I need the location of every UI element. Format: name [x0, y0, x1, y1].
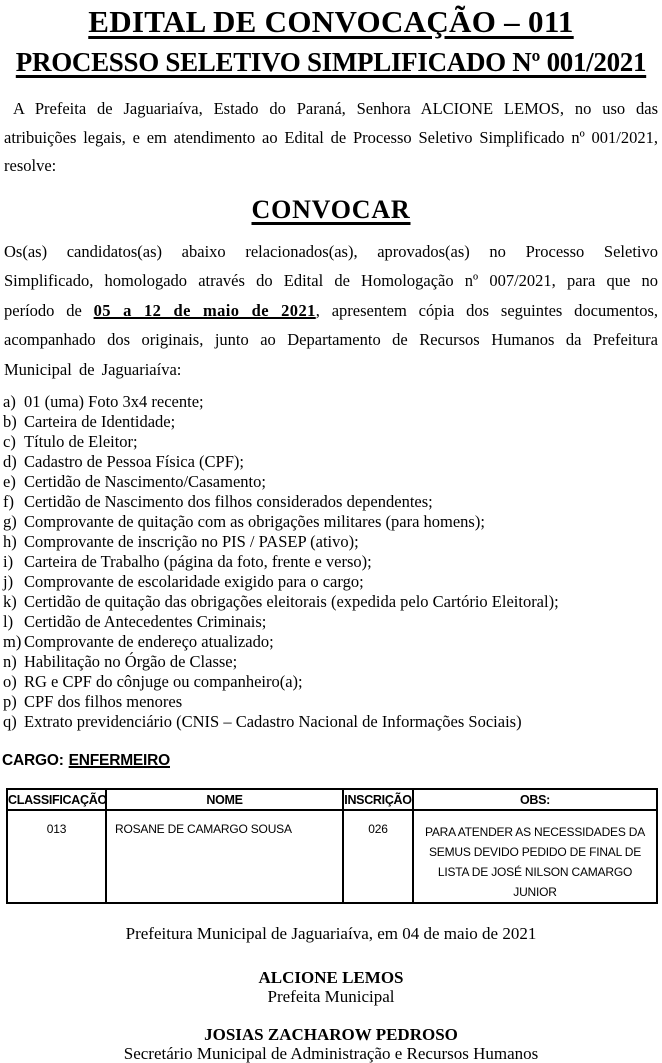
list-item-marker: l): [3, 612, 14, 631]
list-item-marker: a): [3, 392, 16, 411]
list-item-marker: g): [3, 512, 17, 531]
list-item-text: 01 (uma) Foto 3x4 recente;: [24, 392, 204, 411]
list-item: [3, 432, 662, 452]
list-item-marker: b): [3, 412, 17, 431]
cell-classificacao: 013: [7, 810, 106, 903]
signatory-role: Prefeita Municipal: [267, 987, 395, 1006]
list-item: [3, 492, 662, 512]
document-list: [3, 392, 662, 732]
candidates-table: [6, 788, 658, 904]
list-item-marker: q): [3, 712, 17, 731]
signatory-name: JOSIAS ZACHAROW PEDROSO: [204, 1025, 458, 1044]
list-item: [3, 712, 662, 732]
table-header-row: [7, 789, 657, 810]
list-item: [3, 572, 662, 592]
list-item-marker: p): [3, 692, 17, 711]
cell-nome: ROSANE DE CAMARGO SOUSA: [106, 810, 343, 903]
list-item-text: Comprovante de escolaridade exigido para o cargo;: [24, 572, 364, 591]
intro-paragraph: A Prefeita de Jaguariaíva, Estado do Paraná, Senhora ALCIONE LEMOS, no uso das atribuições legais, e em atendimento ao Edital de Processo Seletivo Simplificado nº 001/2021, resolve:: [4, 99, 658, 175]
list-item-text: RG e CPF do cônjuge ou companheiro(a);: [24, 672, 303, 691]
column-header: OBS:: [413, 789, 657, 810]
list-item-text: Título de Eleitor;: [24, 432, 138, 451]
list-item: [3, 632, 662, 652]
list-item-text: Comprovante de quitação com as obrigações militares (para homens);: [24, 512, 485, 531]
list-item: [3, 532, 662, 552]
list-item-marker: k): [3, 592, 17, 611]
list-item-marker: c): [3, 432, 16, 451]
list-item: [3, 472, 662, 492]
table-row: [7, 810, 657, 903]
list-item: [3, 412, 662, 432]
list-item: [3, 592, 662, 612]
column-header: NOME: [106, 789, 343, 810]
list-item-text: Habilitação no Órgão de Classe;: [24, 652, 238, 671]
list-item-marker: j): [3, 572, 14, 591]
cell-inscricao: 026: [343, 810, 413, 903]
signatures: [0, 968, 662, 1063]
list-item: [3, 672, 662, 692]
column-header: CLASSIFICAÇÃO: [7, 789, 106, 810]
list-item-text: Cadastro de Pessoa Física (CPF);: [24, 452, 244, 471]
list-item-text: Certidão de quitação das obrigações eleitorais (expedida pelo Cartório Eleitoral);: [24, 592, 559, 611]
list-item: [3, 652, 662, 672]
list-item-text: Extrato previdenciário (CNIS – Cadastro Nacional de Informações Sociais): [24, 712, 522, 731]
list-item-marker: d): [3, 452, 17, 471]
convocation-period: 05 a 12 de maio de 2021: [93, 300, 316, 320]
document-page: [0, 3, 662, 1063]
column-header: INSCRIÇÃO: [343, 789, 413, 810]
cargo-value: ENFERMEIRO: [68, 752, 170, 769]
table-body: [7, 810, 657, 903]
list-item-marker: m): [3, 632, 22, 651]
list-item-text: Comprovante de endereço atualizado;: [24, 632, 274, 651]
signatory-role: Secretário Municipal de Administração e Recursos Humanos: [123, 1044, 539, 1063]
convocar-heading: CONVOCAR: [251, 194, 411, 224]
list-item: [3, 392, 662, 412]
list-item-text: Certidão de Antecedentes Criminais;: [24, 612, 267, 631]
cargo-label: CARGO:: [2, 752, 64, 769]
list-item-marker: n): [3, 652, 17, 671]
list-item: [3, 552, 662, 572]
list-item: [3, 512, 662, 532]
cell-obs: PARA ATENDER AS NECESSIDADES DA SEMUS DEVIDO PEDIDO DE FINAL DE LISTA DE JOSÉ NILSON CAMARGO JUNIOR: [413, 810, 657, 903]
convocation-paragraph: [4, 237, 658, 385]
list-item-text: Certidão de Nascimento dos filhos considerados dependentes;: [24, 492, 433, 511]
convocation-text-before: Os(as) candidatos(as) abaixo relacionados(as), aprovados(as) no Processo Seletivo Simplificado, homologado através do Edital de Homologação nº 007/2021, para que no período de: [4, 241, 658, 320]
list-item-marker: e): [3, 472, 16, 491]
cargo-line: [2, 752, 662, 769]
signature-block: [0, 1025, 662, 1063]
list-item-text: Carteira de Identidade;: [24, 412, 176, 431]
list-item-marker: f): [3, 492, 14, 511]
list-item-text: Certidão de Nascimento/Casamento;: [24, 472, 266, 491]
list-item-marker: i): [3, 552, 14, 571]
document-subtitle: PROCESSO SELETIVO SIMPLIFICADO Nº 001/2021: [15, 47, 647, 77]
signatory-name: ALCIONE LEMOS: [258, 968, 404, 987]
signature-block: [0, 968, 662, 1006]
list-item-marker: o): [3, 672, 17, 691]
list-item: [3, 452, 662, 472]
list-item-text: Carteira de Trabalho (página da foto, frente e verso);: [24, 552, 372, 571]
list-item: [3, 612, 662, 632]
document-title: EDITAL DE CONVOCAÇÃO – 011: [88, 4, 574, 39]
list-item: [3, 692, 662, 712]
list-item-text: CPF dos filhos menores: [24, 692, 183, 711]
convocation-text-after: , apresentem cópia dos seguintes documentos, acompanhado dos originais, junto ao Departamento de Recursos Humanos da Prefeitura Municipal de Jaguariaíva:: [4, 300, 658, 379]
list-item-marker: h): [3, 532, 17, 551]
list-item-text: Comprovante de inscrição no PIS / PASEP (ativo);: [24, 532, 359, 551]
place-date-line: Prefeitura Municipal de Jaguariaíva, em 04 de maio de 2021: [125, 924, 537, 943]
